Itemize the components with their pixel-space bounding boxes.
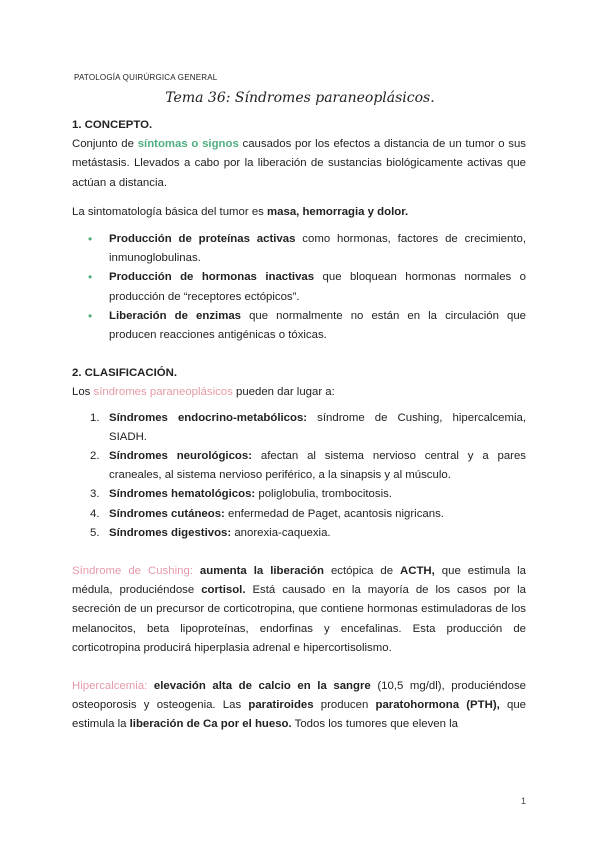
text: anorexia-caquexia. [231, 526, 331, 539]
bold-text: Síndromes neurológicos: [109, 450, 253, 463]
list-number: 1. [90, 411, 100, 424]
hipercalcemia-paragraph [72, 677, 526, 735]
list-item [72, 505, 526, 524]
bullet-icon: • [88, 308, 93, 323]
section-heading-clasificacion: 2. CLASIFICACIÓN. [72, 367, 178, 380]
bold-text: paratiroides [248, 699, 314, 712]
text: que bloquean hormonas normales o producción de “receptores ectópicos”. [109, 271, 526, 303]
bold-text: Producción de hormonas inactivas [109, 271, 315, 284]
text: pueden dar lugar a: [232, 386, 335, 399]
bullet-icon: • [88, 232, 93, 247]
text: que estimula la [72, 699, 526, 731]
page-number: 1 [520, 796, 526, 806]
list-item [72, 409, 526, 447]
bullet-icon: • [88, 270, 93, 285]
bold-text: Producción de proteínas activas [109, 233, 296, 246]
bold-text: cortisol. [201, 584, 246, 597]
clasificacion-intro [72, 383, 526, 402]
text: Todos los tumores que eleven la [291, 718, 458, 731]
bold-text: Liberación de enzimas [109, 309, 241, 322]
text: que normalmente no están en la circulación que producen reacciones antigénicas o tóxicas. [109, 309, 526, 342]
text: Está causado en la mayoría de los casos por la secreción de un precursor de corticotropina, que contiene hormonas estimuladoras de los melanocitos, beta lipoproteínas, endorfinas y encefalinas. Esta producción de corticotropina producirá hiperplasia adrenal e hipercortisolismo. [72, 584, 526, 654]
document-body [72, 116, 526, 735]
bold-text: masa, hemorragia y dolor. [267, 205, 409, 218]
bold-text: paratohormona (PTH), [375, 699, 500, 712]
text: Conjunto de [72, 138, 138, 151]
text: síndrome de Cushing, hipercalcemia, SIADH. [109, 411, 526, 443]
sintomatologia-paragraph [72, 203, 526, 222]
list-item [72, 447, 526, 485]
text: (10,5 mg/dl), produciéndose osteoporosis y osteogenia. Las [72, 680, 526, 712]
list-number: 3. [90, 488, 100, 501]
list-item [72, 307, 526, 345]
section-heading-concepto: 1. CONCEPTO. [72, 119, 153, 131]
list-item [72, 524, 526, 543]
page-title: Tema 36: Síndromes paraneoplásicos. [165, 90, 435, 106]
bold-text: liberación de Ca por el hueso. [129, 718, 292, 731]
bold-text: Síndromes hematológicos: [109, 488, 256, 501]
list-item [72, 268, 526, 306]
list-number: 4. [90, 507, 100, 520]
text: afectan al sistema nervioso central y a pares craneales, al sistema nervioso periférico, a la sinapsis y al músculo. [109, 450, 526, 482]
text: Los [72, 386, 94, 399]
text: ectópica de [324, 565, 400, 578]
text: enfermedad de Paget, acantosis nigricans. [224, 507, 444, 520]
highlight-text: síndromes paraneoplásicos [93, 386, 233, 399]
running-header: PATOLOGÍA QUIRÚRGICA GENERAL [74, 73, 218, 82]
bold-text: Síndromes digestivos: [109, 526, 232, 539]
highlight-text: Síndrome de Cushing: [72, 565, 193, 578]
bold-text: aumenta la liberación [192, 565, 324, 578]
bold-text: elevación alta de calcio en la sangre [147, 680, 371, 693]
list-number: 2. [90, 450, 100, 463]
list-item [72, 485, 526, 504]
concepto-bullet-list [72, 230, 526, 345]
clasificacion-numbered-list [72, 409, 526, 543]
concepto-paragraph [72, 135, 526, 193]
bold-text: ACTH, [400, 565, 435, 578]
cushing-paragraph [72, 562, 526, 658]
text: poliglobulia, trombocitosis. [255, 488, 392, 501]
list-item [72, 230, 526, 268]
text: como hormonas, factores de crecimiento, inmunoglobulinas. [109, 233, 526, 265]
bold-text: Síndromes endocrino-metabólicos: [109, 411, 308, 424]
bold-text: Síndromes cutáneos: [109, 507, 225, 520]
text: causados por los efectos a distancia de un tumor o sus metástasis. Llevados a cabo por la liberación de sustancias biológicamente activas que actúan a distancia. [72, 138, 526, 189]
text: producen [313, 699, 376, 712]
list-number: 5. [90, 526, 100, 539]
highlight-text: síntomas o signos [137, 138, 239, 151]
text: La sintomatología básica del tumor es [72, 205, 268, 218]
highlight-text: Hipercalcemia: [72, 680, 148, 693]
text: que estimula la médula, produciéndose [72, 565, 526, 597]
